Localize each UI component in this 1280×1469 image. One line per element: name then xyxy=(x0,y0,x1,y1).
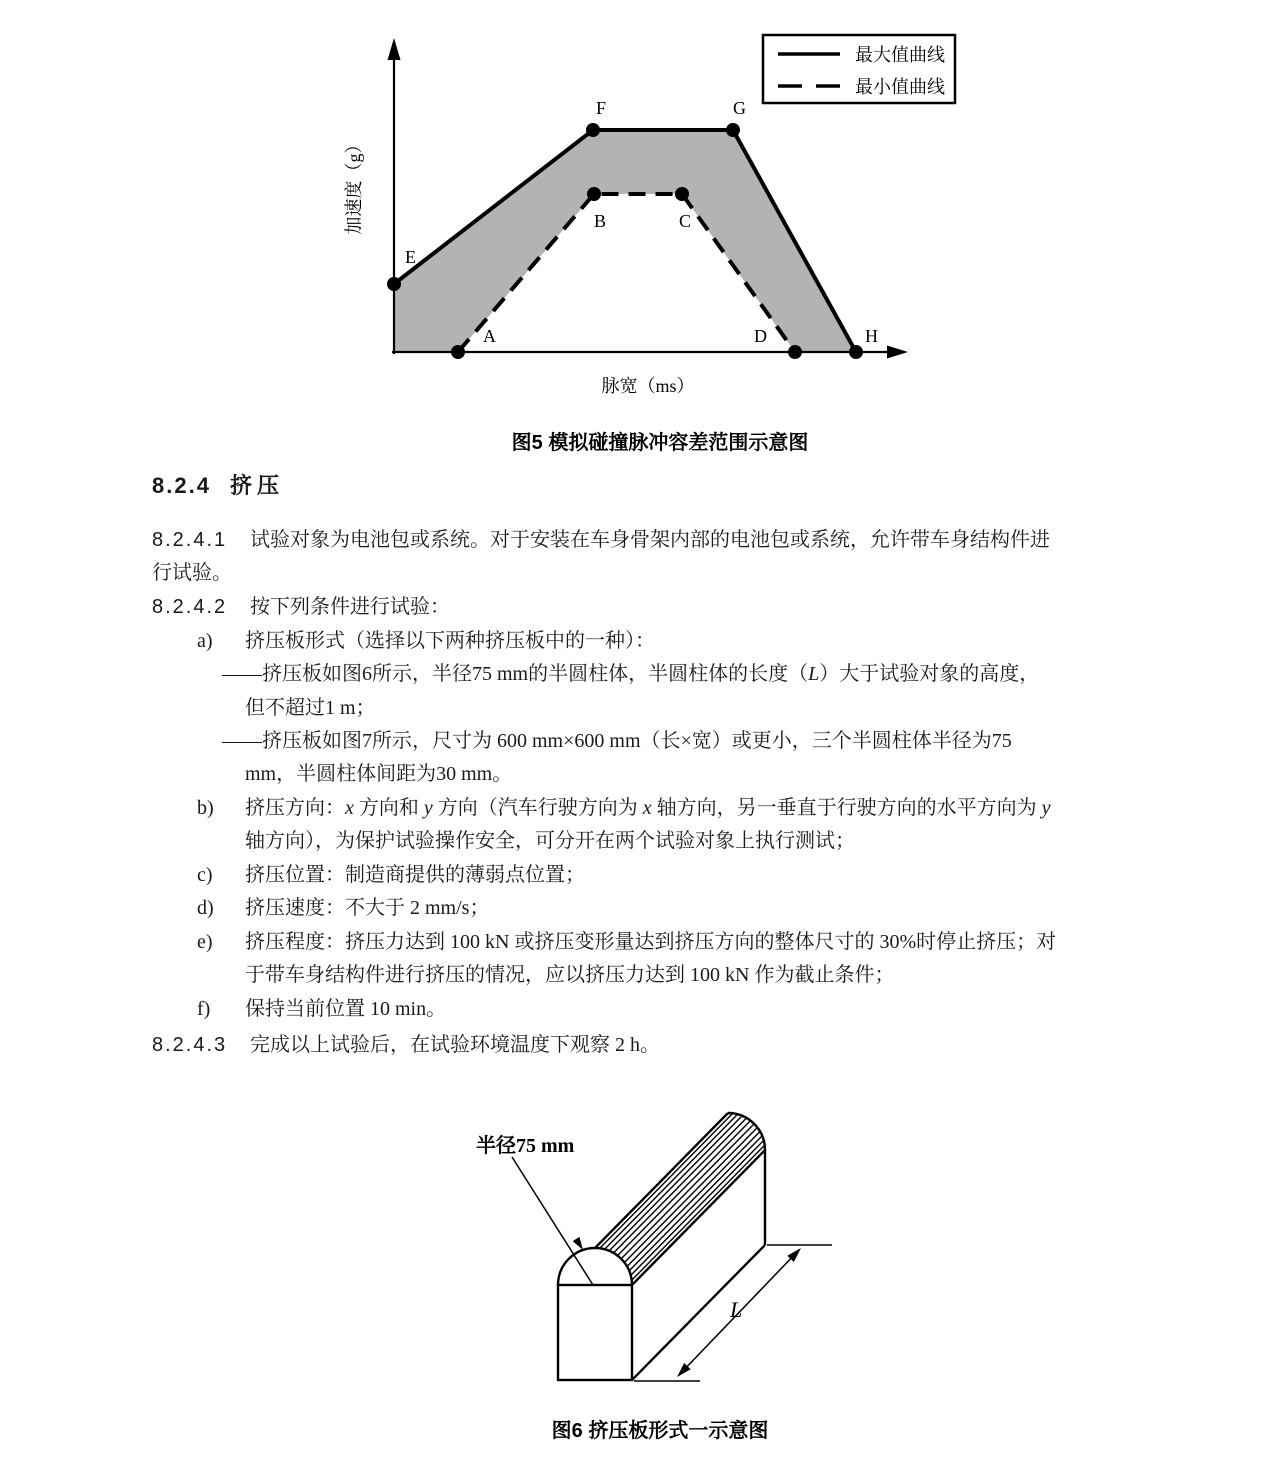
data-point-B xyxy=(587,187,601,201)
clause-8-2-4-2-line: 8.2.4.2 按下列条件进行试验： xyxy=(152,596,450,618)
clause-8-2-4-3-number: 8.2.4.3 xyxy=(152,1034,228,1056)
list-label-e: e) xyxy=(197,931,213,953)
list-item-a-dash1: ——挤压板如图6所示，半径75 mm的半圆柱体，半圆柱体的长度（L）大于试验对象的高度， xyxy=(222,663,1040,685)
x-axis-title: 脉宽（ms） xyxy=(601,376,695,396)
list-item-c: c) 挤压位置：制造商提供的薄弱点位置； xyxy=(197,864,585,886)
clause-8-2-4-2-number: 8.2.4.2 xyxy=(152,596,228,618)
list-item-e: e) 挤压程度：挤压力达到 100 kN 或挤压变形量达到挤压方向的整体尺寸的 30%时停止挤压；对 xyxy=(197,931,1057,953)
legend-min-label: 最小值曲线 xyxy=(855,77,945,97)
clause-8-2-4-1-number: 8.2.4.1 xyxy=(152,529,228,551)
figure6-caption: 图6 挤压板形式一示意图 xyxy=(551,1420,769,1442)
data-point-C xyxy=(675,187,689,201)
list-item-e-cont: 于带车身结构件进行挤压的情况，应以挤压力达到 100 kN 作为截止条件； xyxy=(245,964,895,986)
list-item-d: d) 挤压速度：不大于 2 mm/s； xyxy=(197,897,490,919)
front-arc xyxy=(558,1248,632,1285)
list-item-a-dash2: ——挤压板如图7所示，尺寸为 600 mm×600 mm（长×宽）或更小，三个半圆柱体半径为75 xyxy=(222,730,1012,752)
y-axis-title: 加速度（g） xyxy=(344,135,364,235)
shaded-tolerance-region xyxy=(394,130,856,352)
data-point-A xyxy=(451,345,465,359)
list-item-b: b) 挤压方向：x 方向和 y 方向（汽车行驶方向为 x 轴方向，另一垂直于行驶方向的水平方向为 y xyxy=(197,797,1051,819)
list-item-a: a) 挤压板形式（选择以下两种挤压板中的一种）： xyxy=(197,630,655,652)
x-axis-arrow-icon xyxy=(887,346,908,359)
data-point-F xyxy=(586,123,600,137)
figure5-caption: 图5 模拟碰撞脉冲容差范围示意图 xyxy=(511,432,809,454)
list-label-d: d) xyxy=(197,897,214,919)
legend-box xyxy=(763,35,955,103)
top-tangent-edge xyxy=(595,1113,728,1248)
list-label-f: f) xyxy=(197,998,211,1020)
hatching xyxy=(600,1113,765,1280)
radius-leader-arrow xyxy=(476,1133,593,1285)
list-item-f: f) 保持当前位置 10 min。 xyxy=(197,998,447,1020)
figure5-svg xyxy=(330,20,960,410)
data-point-D xyxy=(788,345,802,359)
length-label: L xyxy=(730,1297,743,1322)
list-item-b-cont: 轴方向），为保护试验操作安全，可分开在两个试验对象上执行测试； xyxy=(245,830,855,852)
point-label-C: C xyxy=(679,211,692,231)
length-dimension xyxy=(674,1245,804,1380)
point-label-E: E xyxy=(405,247,416,267)
figure6-svg xyxy=(440,1090,900,1410)
clause-8-2-4-number: 8.2.4 xyxy=(152,473,211,498)
clause-8-2-4-heading xyxy=(152,474,284,498)
figure6-drawing xyxy=(440,1090,900,1410)
radius-label: 半径75 mm xyxy=(476,1135,575,1157)
list-label-a: a) xyxy=(197,630,213,652)
point-label-B: B xyxy=(594,211,607,231)
point-label-D: D xyxy=(754,326,767,346)
body-outline xyxy=(558,1113,765,1380)
point-label-F: F xyxy=(596,98,607,118)
list-label-c: c) xyxy=(197,864,213,886)
y-axis-arrow-icon xyxy=(388,38,401,60)
clause-8-2-4-1-line2: 行试验。 xyxy=(152,562,232,584)
list-item-a-dash2-cont: mm，半圆柱体间距为30 mm。 xyxy=(245,763,513,785)
clause-8-2-4-1-line1: 8.2.4.1 试验对象为电池包或系统。对于安装在车身骨架内部的电池包或系统，允许带车身结构件进 xyxy=(152,529,1050,551)
clause-8-2-4-3-line: 8.2.4.3 完成以上试验后，在试验环境温度下观察 2 h。 xyxy=(152,1034,660,1056)
list-label-b: b) xyxy=(197,797,214,819)
point-label-H: H xyxy=(865,326,878,346)
data-point-E xyxy=(387,277,401,291)
point-label-G: G xyxy=(733,98,746,118)
list-item-a-dash1-cont: 但不超过1 m； xyxy=(245,697,376,719)
clause-8-2-4-title: 挤压 xyxy=(230,473,285,498)
legend-max-label: 最大值曲线 xyxy=(855,45,945,65)
point-label-A: A xyxy=(483,326,496,346)
front-rect xyxy=(558,1285,632,1380)
data-point-H xyxy=(849,345,863,359)
figure5-chart xyxy=(330,20,960,410)
data-point-G xyxy=(726,123,740,137)
